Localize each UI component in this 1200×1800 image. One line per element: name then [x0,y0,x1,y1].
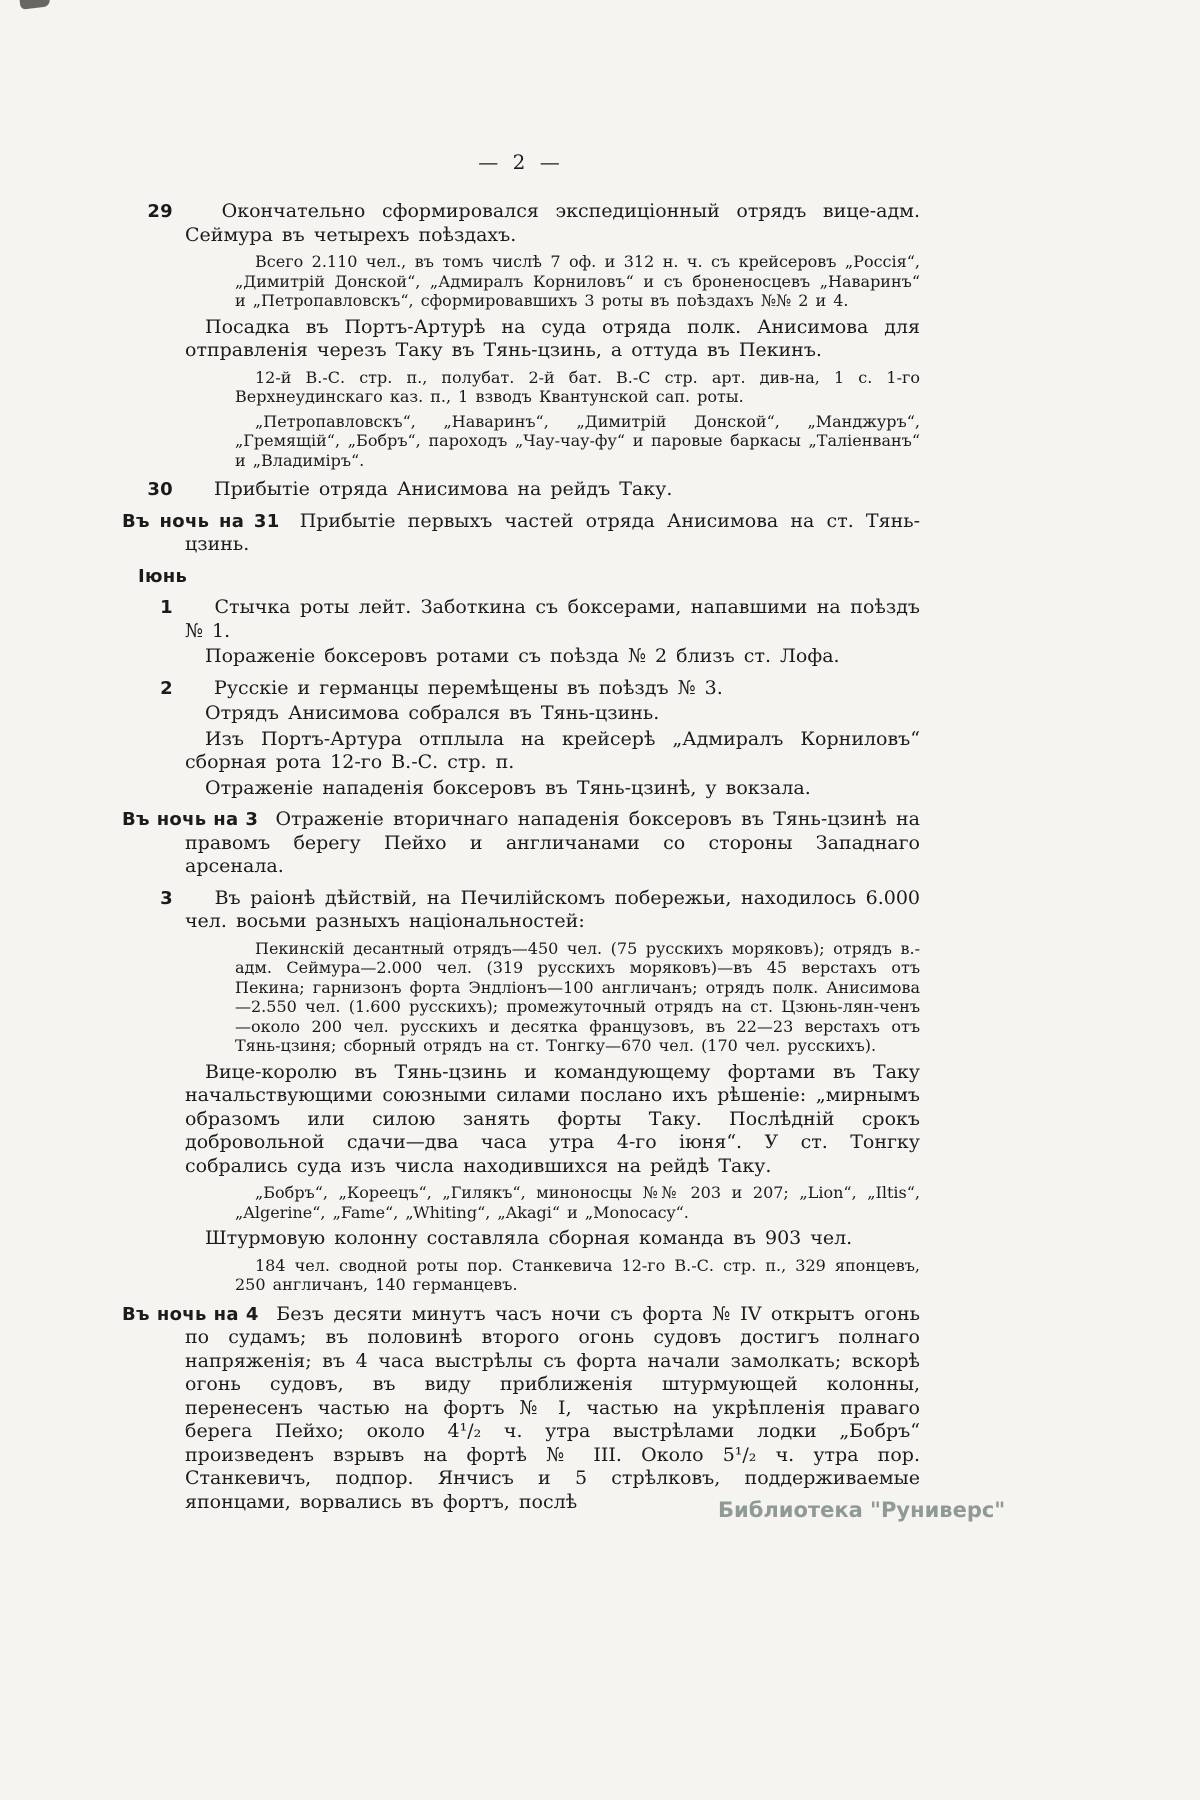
timeline-entry [147,200,920,470]
paragraph: Въ ночь на 31 Прибытіе первыхъ частей отряда Анисимова на ст. Тянь-цзинь. [122,509,921,555]
small-print-paragraph: Всего 2.110 чел., въ томъ числѣ 7 оф. и 312 н. ч. съ крейсеровъ „Россія“, „Димитрій Донской“, „Адмиралъ Корниловъ“ и съ броненосцевъ „Наваринъ“ и „Петропавловскъ“, сформировавшихъ 3 роты въ поѣздахъ №№ 2 и 4. [235,252,920,310]
timeline-entry [160,886,920,1295]
paragraph: Вице-королю въ Тянь-цзинь и командующему фортами въ Таку начальствующими союзными силами послано ихъ рѣшеніе: „мирнымъ образомъ или силою занять форты Таку. Послѣдній срокъ добровольной сдачи—два часа утра 4-го іюня“. У ст. Тонгку собрались суда изъ числа находившихся на рейдѣ Таку. [185,1060,920,1177]
scan-corner-artifact [19,0,50,10]
paragraph: Отраженіе нападенія боксеровъ въ Тянь-цзинѣ, у вокзала. [205,776,811,799]
timeline-entry [147,478,920,502]
entry-date-label: Въ ночь на 4 [122,1303,259,1325]
paragraph: 30 Прибытіе отряда Анисимова на рейдъ Таку. [185,478,920,502]
paragraph: Пораженіе боксеровъ ротами съ поѣзда № 2 близъ ст. Лофа. [205,645,840,667]
paragraph: Изъ Портъ-Артура отплыла на крейсерѣ „Адмиралъ Корниловъ“ сборная рота 12-го В.-С. стр. п. [185,727,920,773]
library-watermark: Библиотека "Руниверс" [718,1498,1006,1522]
paragraph: 1 Стычка роты лейт. Заботкина съ боксерами, напавшими на поѣздъ № 1. [185,596,920,643]
page-number: — 2 — [478,150,564,174]
timeline-entry [122,808,920,879]
timeline-entry [122,509,921,557]
timeline-entry [160,676,920,801]
entry-date-label: 30 [147,479,173,500]
chronology-entries [122,200,921,1514]
paragraph: Въ ночь на 3 Отраженіе вторичнаго нападенія боксеровъ въ Тянь-цзинѣ на правомъ берегу Пейхо и англичанами со стороны Западнаго арсенала. [122,808,920,877]
small-print-paragraph: Пекинскій десантный отрядъ—450 чел. (75 русскихъ моряковъ); отрядъ в.-адм. Сеймура—2.000 чел. (319 русскихъ моряковъ)—въ 45 верстахъ отъ Пекина; гарнизонъ форта Эндліонъ—100 англичанъ; отрядъ полк. Анисимова—2.550 чел. (1.600 русскихъ); промежуточный отрядъ на ст. Цзюнь-лян-ченъ—около 200 чел. русскихъ и десятка французовъ, въ 22—23 верстахъ отъ Тянь-цзиня; сборный отрядъ на ст. Тонгку—670 чел. (170 чел. русскихъ). [235,938,920,1055]
paragraph: Отрядъ Анисимова собрался въ Тянь-цзинь. [205,702,660,724]
entry-date-label: 2 [160,677,173,699]
small-print-paragraph: 12-й В.-С. стр. п., полубат. 2-й бат. В.-С стр. арт. див-на, 1 с. 1-го Верхнеудинскаго каз. п., 1 взводъ Квантунской сап. роты. [235,367,920,406]
paragraph [138,565,920,589]
timeline-entry [138,565,920,589]
paragraph: 29 Окончательно сформировался экспедиціонный отрядъ вице-адм. Сеймура въ четырехъ поѣздахъ. [185,200,920,247]
small-print-paragraph: „Бобръ“, „Кореецъ“, „Гилякъ“, миноносцы №№ 203 и 207; „Lion“, „Iltis“, „Algerine“, „Fame“, „Whiting“, „Akagi“ и „Monocacy“. [235,1183,920,1222]
entry-date-label: 1 [160,597,173,618]
timeline-entry [160,596,920,669]
paragraph: 2 Русскіе и германцы перемѣщены въ поѣздъ № 3. [185,677,920,701]
small-print-paragraph: „Петропавловскъ“, „Наваринъ“, „Димитрій Донской“, „Манджуръ“, „Гремящій“, „Бобръ“, пароходъ „Чау-чау-фу“ и паровые баркасы „Таліенванъ“ и „Владиміръ“. [235,411,920,470]
small-print-paragraph: 184 чел. сводной роты пор. Станкевича 12-го В.-С. стр. п., 329 японцевъ, 250 англичанъ, 140 германцевъ. [235,1255,920,1294]
entry-date-label: 3 [160,887,173,909]
paragraph: Посадка въ Портъ-Артурѣ на суда отряда полк. Анисимова для отправленія черезъ Таку въ Тянь-цзинь, а оттуда въ Пекинъ. [185,315,920,361]
paragraph: Въ ночь на 4 Безъ десяти минутъ часъ ночи съ форта № IV открытъ огонь по судамъ; въ половинѣ второго огонь судовъ достигъ полнаго напряженія; въ 4 часа выстрѣлы съ форта начали замолкать; вскорѣ огонь судовъ, въ виду приближенія штурмующей колонны, перенесенъ частью на фортъ № I, частью на укрѣпленія праваго берега Пейхо; около 4¹/₂ ч. утра выстрѣлами лодки „Бобръ“ произведенъ взрывъ на фортѣ № III. Около 5¹/₂ ч. утра пор. Станкевичъ, подпор. Янчисъ и 5 стрѣлковъ, поддерживаемые японцами, ворвались въ фортъ, послѣ [122,1302,921,1513]
entry-date-label: Въ ночь на 3 [122,809,259,830]
paragraph: 3 Въ раіонѣ дѣйствій, на Печилійскомъ побережьи, находилось 6.000 чел. восьми разныхъ національностей: [185,887,920,934]
timeline-entry [122,1302,921,1515]
paragraph: Штурмовую колонну составляла сборная команда въ 903 чел. [205,1227,853,1249]
entry-date-label: Іюнь [138,565,188,587]
entry-date-label: Въ ночь на 31 [122,510,280,532]
entry-date-label: 29 [147,201,173,222]
